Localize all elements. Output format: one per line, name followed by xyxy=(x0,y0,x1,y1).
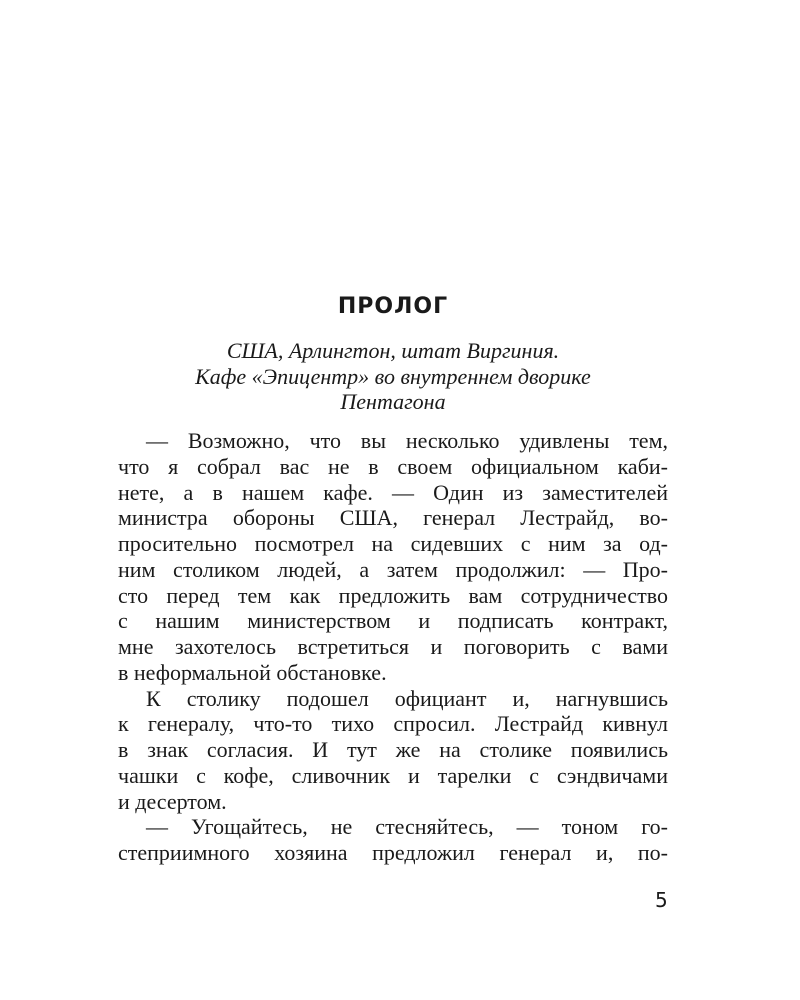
text-line: к генералу, что-то тихо спросил. Лестрайд кивнул xyxy=(118,711,668,737)
text-line: просительно посмотрел на сидевших с ним за од- xyxy=(118,531,668,556)
chapter-title: ПРОЛОГ xyxy=(337,294,449,319)
text-line: К столику подошел официант и, нагнувшись xyxy=(146,685,668,711)
text-line: в знак согласия. И тут же на столике появились xyxy=(118,737,668,762)
text-line: — Возможно, что вы несколько удивлены тем, xyxy=(146,428,668,453)
text-line: сто перед тем как предложить вам сотрудничество xyxy=(118,582,668,608)
text-line: в неформальной обстановке. xyxy=(118,659,387,685)
subtitle-line: Пентагона xyxy=(340,389,446,414)
chapter-subtitle xyxy=(118,338,668,415)
page-number: 5 xyxy=(655,888,668,912)
text-line: мне захотелось встретиться и поговорить с вами xyxy=(118,634,668,659)
text-line: степриимного хозяина предложил генерал и, по- xyxy=(118,840,668,865)
text-line: нете, а в нашем кафе. — Один из заместителей xyxy=(118,479,668,505)
text-line: министра обороны США, генерал Лестрайд, во- xyxy=(118,505,668,531)
body-text xyxy=(118,428,668,866)
text-line: и десертом. xyxy=(118,788,227,814)
subtitle-line: США, Арлингтон, штат Виргиния. xyxy=(226,338,560,363)
text-line: чашки с кофе, сливочник и тарелки с сэндвичами xyxy=(118,762,668,788)
text-line: с нашим министерством и подписать контракт, xyxy=(118,608,668,634)
text-line: — Угощайтесь, не стесняйтесь, — тоном го- xyxy=(146,814,668,840)
text-line: что я собрал вас не в своем официальном каби- xyxy=(118,453,668,479)
text-line: ним столиком людей, а затем продолжил: — Про- xyxy=(118,556,668,582)
subtitle-line: Кафе «Эпицентр» во внутреннем дворике xyxy=(195,363,591,389)
